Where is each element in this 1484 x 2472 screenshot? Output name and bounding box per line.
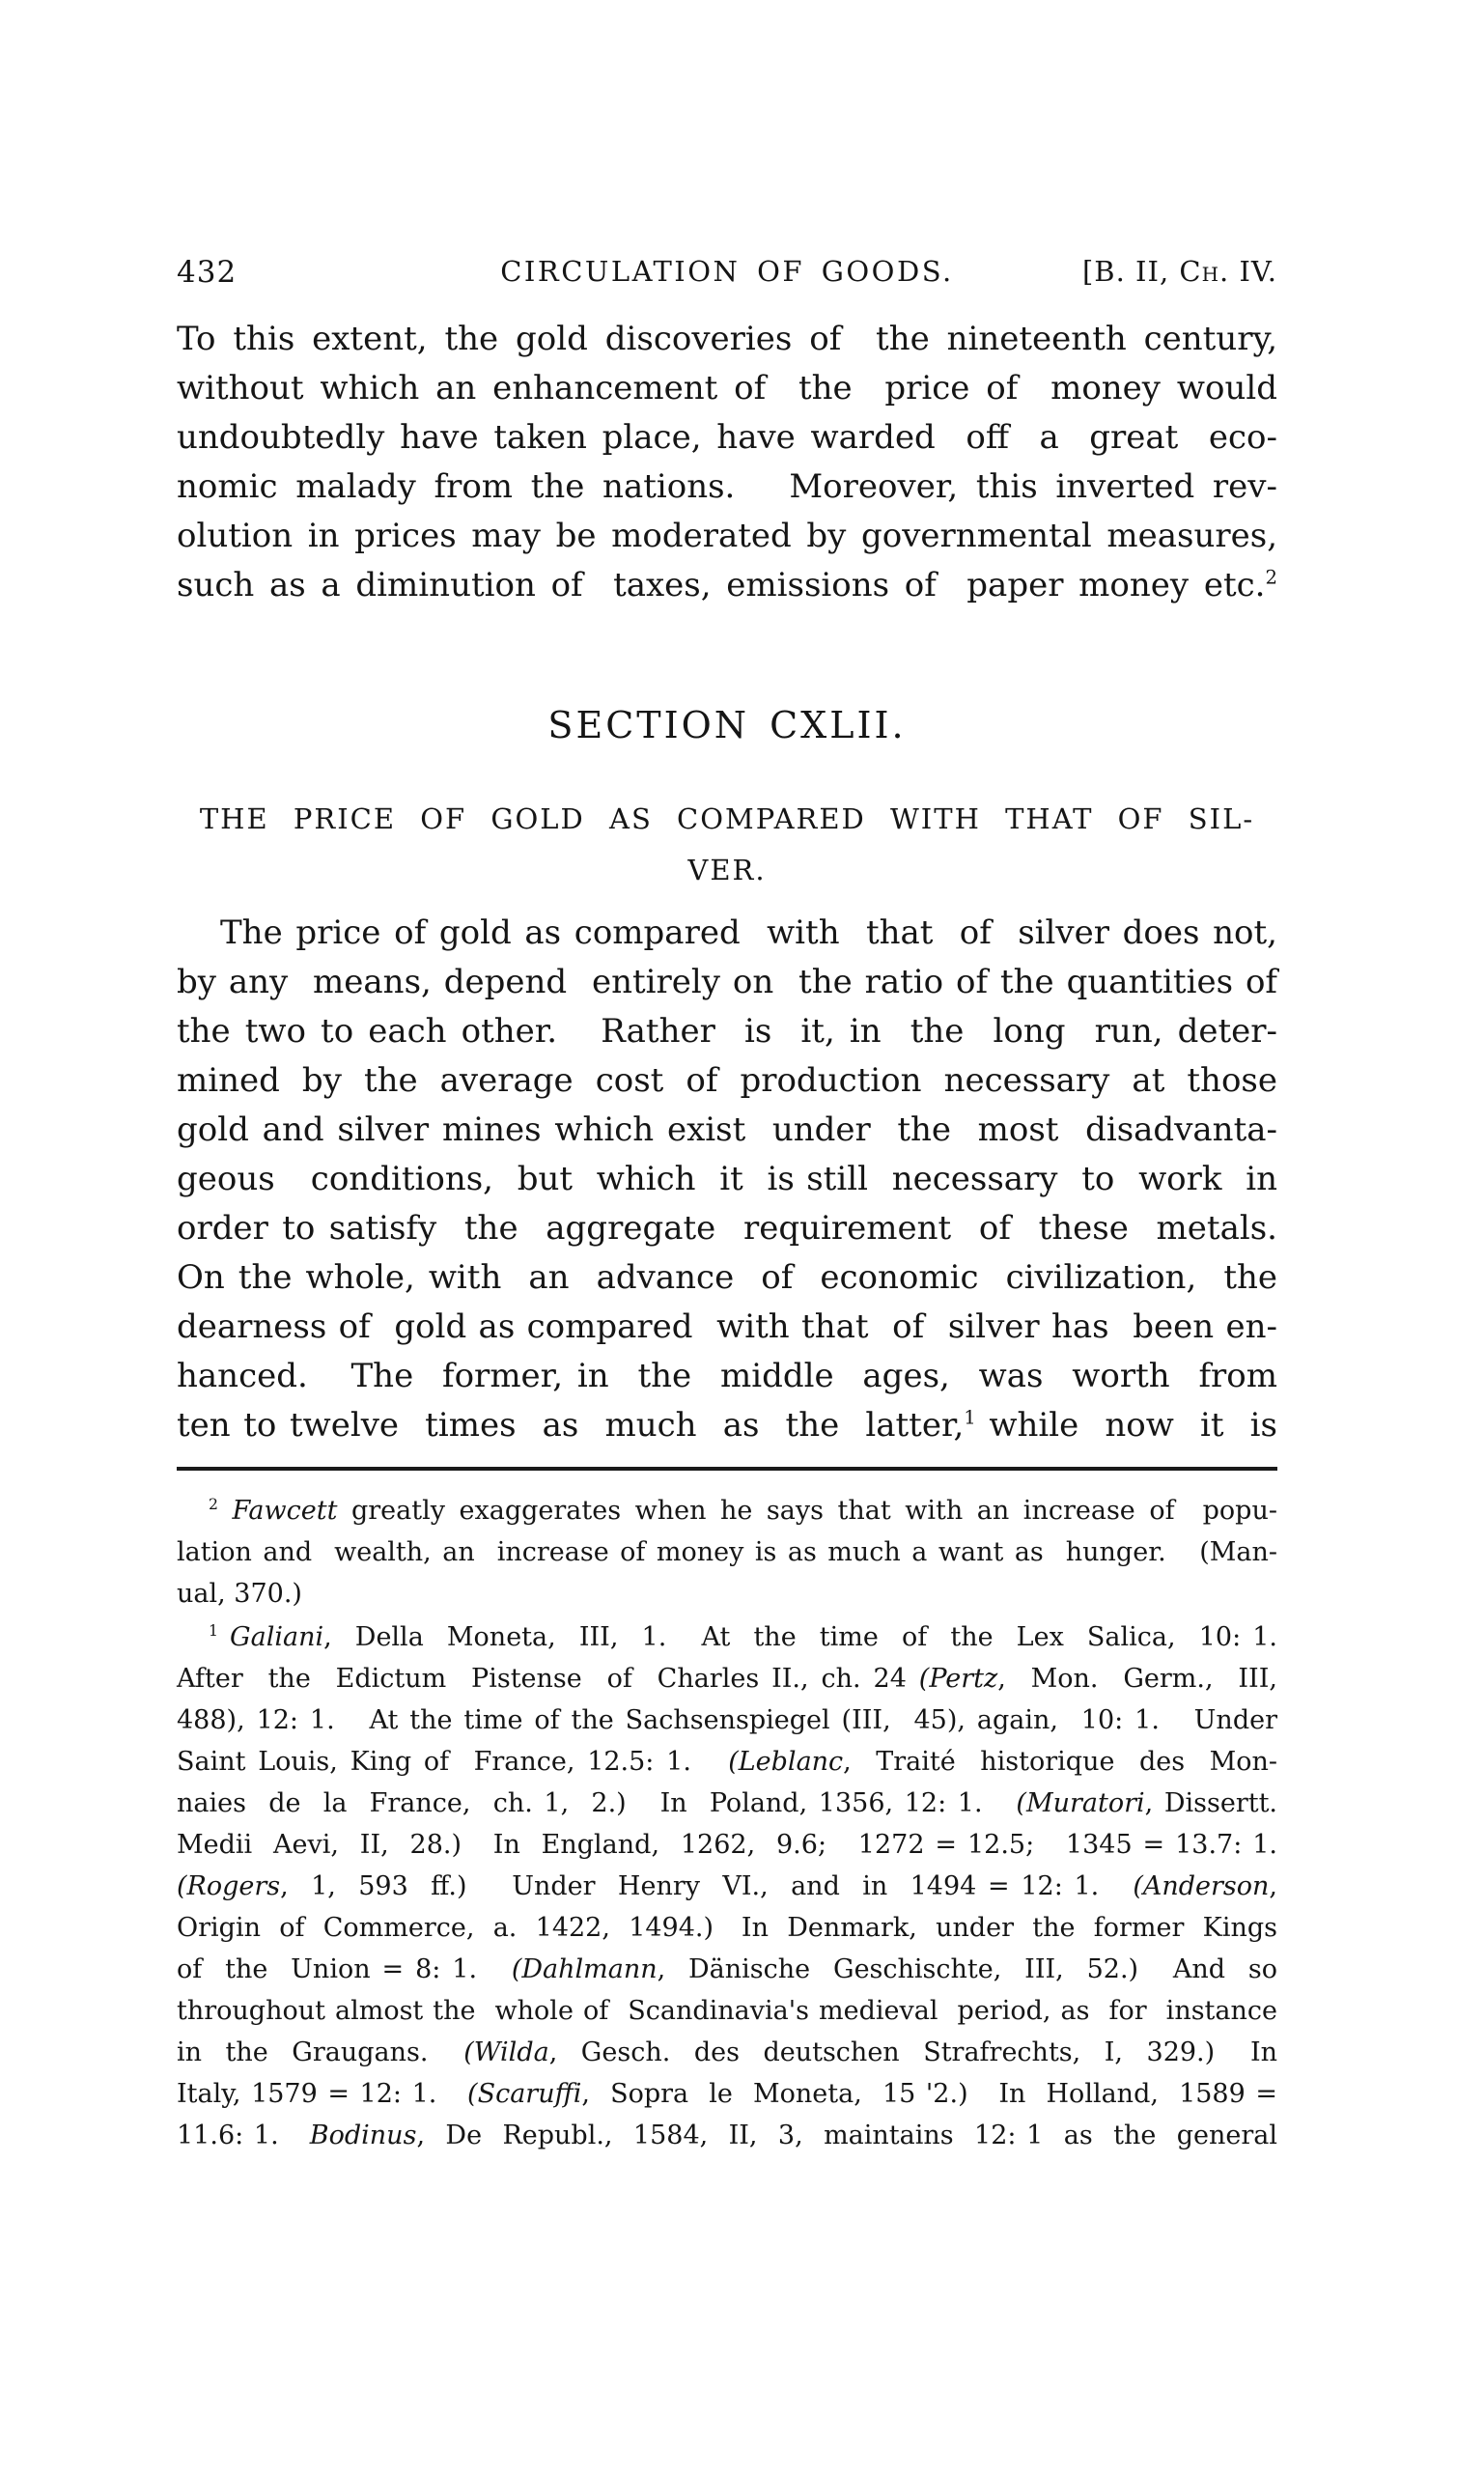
text-line: VER. <box>687 854 767 886</box>
text-line: undoubtedly have taken place, have warded off a great eco- <box>177 418 1277 457</box>
text-line: throughout almost the whole of Scandinavia's medieval period, as for instance <box>177 1996 1277 2026</box>
text-line: geous conditions, but which it is still necessary to work in <box>177 1160 1277 1198</box>
running-title: CIRCULATION OF GOODS. <box>500 255 954 288</box>
footnote-divider <box>177 1467 1277 1471</box>
text-line: such as a diminution of taxes, emissions of paper money etc.$^2$ <box>177 566 1277 604</box>
text-line: (Rogers, 1, 593 ff.) Under Henry VI., and in 1494 = 12: 1. (Anderson, <box>177 1871 1277 1901</box>
text-line: To this extent, the gold discoveries of the nineteenth century, <box>177 320 1277 358</box>
text-line: gold and silver mines which exist under the most disadvanta- <box>177 1110 1277 1149</box>
text-line: Origin of Commerce, a. 1422, 1494.) In Denmark, under the former Kings <box>177 1913 1277 1943</box>
text-line: Medii Aevi, II, 28.) In England, 1262, 9.6; 1272 = 12.5; 1345 = 13.7: 1. <box>177 1830 1277 1860</box>
text-line: On the whole, with an advance of economic civilization, the <box>177 1258 1277 1297</box>
text-line: order to satisfy the aggregate requirement of these metals. <box>177 1209 1277 1248</box>
paragraph-intro <box>177 315 1277 610</box>
paragraph-body <box>177 909 1277 1450</box>
text-line: mined by the average cost of production necessary at those <box>177 1061 1277 1100</box>
text-line: ten to twelve times as much as the latter,$^1$ while now it is <box>177 1406 1278 1445</box>
text-line: lation and wealth, an increase of money is as much a want as hunger. (Man- <box>177 1537 1277 1567</box>
text-line: Italy, 1579 = 12: 1. (Scaruffi, Sopra le Moneta, 15 '2.) In Holland, 1589 = <box>177 2079 1277 2109</box>
text-line: THE PRICE OF GOLD AS COMPARED WITH THAT OF SIL- <box>199 802 1255 835</box>
footnote-2 <box>177 1490 1277 1615</box>
section-subtitle <box>177 794 1277 896</box>
text-line: The price of gold as compared with that of silver does not, <box>220 913 1277 952</box>
text-line: Saint Louis, King of France, 12.5: 1. (Leblanc, Traité historique des Mon- <box>177 1747 1277 1777</box>
text-line: 11.6: 1. Bodinus, De Republ., 1584, II, 3, maintains 12: 1 as the general <box>177 2121 1277 2150</box>
text-line: $^1$ Galiani, Della Moneta, III, 1. At the time of the Lex Salica, 10: 1. <box>209 1621 1277 1652</box>
chapter-reference: [B. II, Ch. IV. <box>1081 255 1277 288</box>
text-line: of the Union = 8: 1. (Dahlmann, Dänische Geschischte, III, 52.) And so <box>177 1954 1277 1984</box>
text-line: without which an enhancement of the price of money would <box>177 369 1277 407</box>
text-line: in the Graugans. (Wilda, Gesch. des deutschen Strafrechts, I, 329.) In <box>177 2037 1277 2067</box>
text-line: the two to each other. Rather is it, in the long run, deter- <box>177 1012 1277 1051</box>
page-header <box>177 255 1277 294</box>
text-line: naies de la France, ch. 1, 2.) In Poland, 1356, 12: 1. (Muratori, Dissertt. <box>177 1788 1278 1818</box>
section-title: SECTION CXLII. <box>547 704 907 746</box>
text-line: $^2$ Fawcett greatly exaggerates when he says that with an increase of popu- <box>209 1495 1277 1526</box>
text-line: ual, 370.) <box>177 1579 302 1609</box>
text-line: by any means, depend entirely on the ratio of the quantities of <box>177 963 1277 1001</box>
text-line: nomic malady from the nations. Moreover, this inverted rev- <box>177 467 1277 506</box>
text-line: olution in prices may be moderated by governmental measures, <box>177 517 1277 555</box>
text-line: dearness of gold as compared with that of silver has been en- <box>177 1307 1277 1346</box>
text-line: 488), 12: 1. At the time of the Sachsenspiegel (III, 45), again, 10: 1. Under <box>177 1705 1277 1735</box>
footnote-1 <box>177 1616 1277 2156</box>
text-line: After the Edictum Pistense of Charles II., ch. 24 (Pertz, Mon. Germ., III, <box>177 1664 1277 1694</box>
text-line: hanced. The former, in the middle ages, was worth from <box>177 1357 1277 1395</box>
page-number: 432 <box>177 255 238 290</box>
